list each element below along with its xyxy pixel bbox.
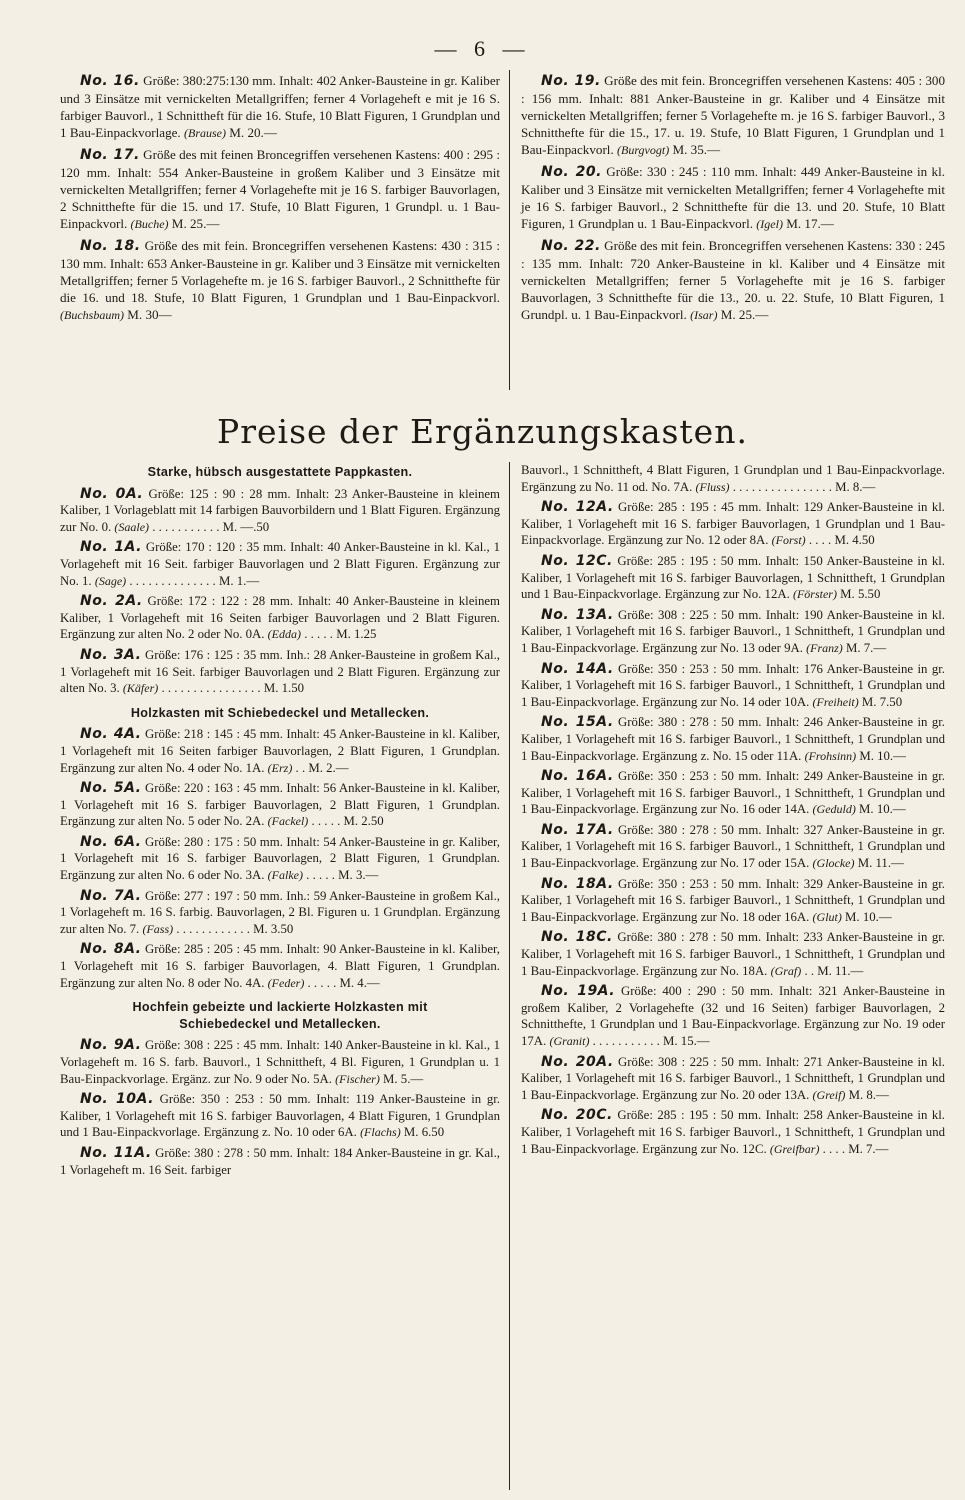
subhead-pappkasten: Starke, hübsch ausgestattete Pappkasten.: [147, 465, 413, 479]
entry-price: M. 25.—: [717, 307, 769, 322]
catalog-entry: [60, 237, 500, 324]
entry-price: M. 25.—: [168, 216, 220, 231]
entry-text: Größe: 285 : 195 : 50 mm. Inhalt: 150 Anker-Bausteine in kl. Kaliber, 1 Vorlageheft mit 16 S. farbiger Bauvorlagen, 1 Schnittheft, 1 Grundplan und 1 Bau-Einpackvorlage. Ergänzung zur No. 12A.: [521, 553, 946, 602]
entry-number: No. 8A.: [80, 941, 142, 958]
entry-number: No. 3A.: [80, 646, 142, 663]
entry-number: No. 20C.: [541, 1107, 613, 1124]
entry-price: . . . . . . . . . . . . M. 3.50: [173, 921, 294, 936]
entry-number: No. 20A.: [541, 1053, 614, 1070]
entry-codename: (Förster): [792, 587, 837, 602]
entry-number: No. 1A.: [80, 539, 142, 556]
subhead-hochfein: Hochfein gebeizte und lackierte Holzkasten mit Schiebedeckel und Metallecken.: [132, 1000, 428, 1031]
entry-codename: (Fass): [142, 921, 174, 936]
entry-text: Größe des mit feinen Broncegriffen versehenen Kastens: 400 : 295 : 120 mm. Inhalt: 554 Anker-Bausteine in großem Kaliber und 3 Einsätze mit vernickelten Metallgriffen; ferner 4 Vorlagehefte mit je 16 S. farbiger Bauvorlagen, 2 Schnitthefte für die 15. und 17. Stufe, 10 Blatt Figuren, 1 Grundpl. u. 1 Bau-Einpackvorl.: [60, 147, 500, 231]
entry-price: . . . . . M. 3.—: [302, 868, 379, 883]
catalog-entry: [521, 822, 945, 872]
entry-price: . . . . . . . . . . . . . . . . M. 1.50: [158, 681, 304, 696]
entry-text: Größe: 380 : 278 : 50 mm. Inhalt: 233 Anker-Bausteine in gr. Kaliber, 1 Vorlageheft mit 16 S. farbiger Bauvorl., 1 Schnittheft, 1 Grundplan und 1 Bau-Einpackvorlage. Ergänzung zur No. 18A.: [521, 930, 946, 978]
entry-price: M. 7.50: [858, 694, 903, 709]
entry-number: No. 20.: [541, 164, 602, 180]
entry-text: Größe: 380:275:130 mm. Inhalt: 402 Anker-Bausteine in gr. Kaliber und 3 Einsätze mit vernickelten Metallgriffen; ferner 4 Vorlageheft e mit je 16 S. farbiger Bauvorl., 1 Schnittheft für die 16. Stufe, 10 Blatt Figuren, 1 Grundplan und 1 Bau-Einpackvorlage.: [60, 73, 501, 140]
entry-codename: (Igel): [756, 217, 783, 231]
entry-text: Größe: 330 : 245 : 110 mm. Inhalt: 449 Anker-Bausteine in kl. Kaliber und 3 Einsätze mit vernickelten Metallgriffen; ferner 4 Vorlagehefte mit je 16 S. farbiger Bauvorl., 2 Schnitthefte für die 13. und 20. Stufe, 10 Blatt Figuren, 1 Grundplan u. 1 Bau-Einpackvorl.: [521, 164, 945, 231]
entry-text: Größe: 380 : 278 : 50 mm. Inhalt: 327 Anker-Bausteine in gr. Kaliber, 1 Vorlageheft mit 16 S. farbiger Bauvorl., 1 Schnittheft, 1 Grundplan und 1 Bau-Einpackvorlage. Ergänzung zur No. 17 oder 15A.: [521, 822, 945, 871]
entry-codename: (Sage): [94, 573, 127, 588]
catalog-entry: [521, 983, 945, 1049]
entry-number: No. 18.: [80, 238, 141, 254]
entry-codename: (Saale): [114, 519, 150, 534]
catalog-entry: [521, 1107, 945, 1157]
entry-text: Größe: 350 : 253 : 50 mm. Inhalt: 329 Anker-Bausteine in gr. Kaliber, 1 Vorlageheft mit 16 S. farbiger Bauvorl., 1 Schnittheft, 1 Grundplan und 1 Bau-Einpackvorlage. Ergänzung zur No. 18 oder 16A.: [521, 876, 945, 924]
entry-codename: (Brause): [184, 126, 226, 140]
entry-number: No. 4A.: [80, 726, 142, 743]
entry-price: . . M. 11.—: [801, 963, 864, 978]
entry-text: Größe des mit fein. Broncegriffen versehenen Kastens: 430 : 315 : 130 mm. Inhalt: 653 Anker-Bausteine in gr. Kaliber und 3 Einsätze mit vernickelten Metallgriffen; ferner 5 Vorlagehefte m. je 16 S. farbiger Bauvorl., 2 Schnitthefte für die 16. und 18. Stufe, 10 Blatt Figuren, 1 Grundplan und 1 Bau-Einpackvorl.: [60, 238, 500, 305]
entry-codename: (Buche): [130, 217, 169, 231]
entry-text: Größe: 285 : 195 : 45 mm. Inhalt: 129 Anker-Bausteine in kl. Kaliber, 1 Vorlageheft mit 16 S. farbiger Bauvorlagen, 1 Grundplan und 1 Bau-Einpackvorlage. Ergänzung zur No. 12 oder 8A.: [521, 500, 945, 548]
column-divider-bottom: [509, 462, 510, 1490]
entry-price: M. 5.50: [836, 587, 881, 602]
catalog-entry: [521, 714, 945, 764]
entry-text: Größe: 350 : 253 : 50 mm. Inhalt: 249 Anker-Bausteine in gr. Kaliber, 1 Vorlageheft mit 16 S. farbiger Bauvorl., 1 Schnittheft, 1 Grundplan und 1 Bau-Einpackvorlage. Ergänzung zur No. 16 oder 14A.: [521, 769, 945, 817]
entry-number: No. 7A.: [80, 887, 142, 904]
entry-codename: (Forst): [771, 533, 806, 548]
entry-text: Größe: 176 : 125 : 35 mm. Inh.: 28 Anker-Bausteine in großem Kal., 1 Vorlageheft mit 16 Seit. farbiger Bauvorlagen und 2 Blatt Figuren. Ergänzung zur alten No. 3.: [60, 647, 500, 696]
entry-codename: (Erz): [267, 760, 293, 775]
entry-codename: (Franz): [806, 640, 843, 655]
entry-codename: (Feder): [267, 975, 305, 990]
entry-text: Größe: 218 : 145 : 45 mm. Inhalt: 45 Anker-Bausteine in kl. Kaliber, 1 Vorlageheft mit 16 Seiten farbiger Bauvorlagen, 2 Blatt Figuren, 1 Grundplan. Ergänzung zur alten No. 4 oder No. 1A.: [60, 727, 500, 775]
top-left-column: [60, 72, 500, 328]
entries-hochfein: [60, 1037, 500, 1178]
entry-price: M. 8.—: [845, 1087, 889, 1102]
entry-number: No. 2A.: [80, 593, 143, 610]
entry-text: Größe: 380 : 278 : 50 mm. Inhalt: 184 Anker-Bausteine in gr. Kal., 1 Vorlageheft m. 16 Seit. farbiger: [60, 1145, 500, 1177]
entry-text: Größe: 172 : 122 : 28 mm. Inhalt: 40 Anker-Bausteine in kleinem Kaliber, 1 Vorlageheft mit 16 Seiten farbiger Bauvorlagen und 2 Blatt Figuren. Ergänzung zur alten No. 2 oder No. 0A.: [60, 594, 500, 642]
entry-continuation: [521, 462, 945, 495]
entry-price: M. 20.—: [226, 125, 277, 140]
entry-codename: (Freiheit): [812, 694, 859, 709]
catalog-entry: [521, 768, 945, 818]
entry-price: M. 5.—: [379, 1071, 424, 1086]
catalog-entry: [60, 1037, 500, 1087]
entry-text: Größe: 280 : 175 : 50 mm. Inhalt: 54 Anker-Bausteine in gr. Kaliber, 1 Vorlageheft mit 16 S. farbiger Bauvorlagen, 2 Blatt Figuren, 1 Grundplan. Ergänzung zur alten No. 6 oder No. 3A.: [60, 834, 500, 883]
entry-codename: (Edda): [267, 627, 301, 642]
entry-number: No. 18C.: [541, 929, 613, 946]
catalog-entry: [521, 661, 945, 711]
entry-price: . . M. 2.—: [292, 760, 349, 775]
catalog-entry: [60, 593, 500, 643]
entry-price: . . . . . M. 2.50: [308, 814, 384, 829]
bottom-left-column: [60, 462, 500, 1182]
entry-number: No. 5A.: [80, 780, 142, 797]
catalog-entry: [60, 486, 500, 536]
entry-codename: (Falke): [267, 868, 303, 883]
entry-codename: (Graf): [770, 963, 802, 978]
entry-text: Bauvorl., 1 Schnittheft, 4 Blatt Figuren, 1 Grundplan und 1 Bau-Einpackvorlage. Ergänzung zu No. 11 od. No. 7A.: [521, 463, 945, 494]
entry-number: No. 17A.: [541, 821, 614, 838]
bottom-right-column: [521, 462, 945, 1161]
catalog-entry: [60, 539, 500, 589]
entry-price: . . . . . M. 1.25: [301, 627, 377, 642]
entry-codename: (Glocke): [812, 856, 855, 871]
entry-number: No. 10A.: [80, 1091, 154, 1108]
entry-number: No. 19.: [541, 73, 601, 89]
section-title: Preise der Ergänzungskasten.: [217, 412, 748, 451]
entry-text: Größe: 277 : 197 : 50 mm. Inh.: 59 Anker-Bausteine in großem Kal., 1 Vorlageheft m. 16 S. farbig. Bauvorlagen, 2 Bl. Figuren u. 1 Grundplan. Ergänzung zur alten No. 7.: [60, 888, 500, 936]
entry-text: Größe: 125 : 90 : 28 mm. Inhalt: 23 Anker-Bausteine in kleinem Kaliber, 1 Vorlageblatt mit 14 farbigen Bauvorbildern und 1 Blatt Figuren. Ergänzung zur No. 0.: [60, 486, 500, 534]
subhead-holzkasten: Holzkasten mit Schiebedeckel und Metallecken.: [130, 705, 430, 720]
entry-codename: (Frohsinn): [804, 748, 857, 763]
entry-text: Größe des mit fein. Broncegriffen versehenen Kastens: 405 : 300 : 156 mm. Inhalt: 881 Anker-Bausteine in gr. Kaliber und 4 Einsätze mit vernickelten Metallgriffen; ferner 5 Vorlagehefte m. je 16 S. farbiger Bauvorl., 3 Schnitthefte für die 15., 17. u. 19. Stufe, 10 Blatt Figuren, 1 Grundplan und 1 Bau-Einpackvorl.: [521, 73, 946, 157]
entry-codename: (Buchsbaum): [60, 308, 124, 322]
entry-number: No. 17.: [80, 147, 140, 163]
entry-price: . . . . M. 7.—: [819, 1141, 889, 1156]
entry-text: Größe: 380 : 278 : 50 mm. Inhalt: 246 Anker-Bausteine in gr. Kaliber, 1 Vorlageheft mit 16 S. farbiger Bauvorl., 1 Schnittheft, 1 Grundplan und 1 Bau-Einpackvorlage. Ergänzung z. No. 15 oder 11A.: [521, 715, 945, 763]
entry-number: No. 12C.: [541, 552, 613, 569]
entry-codename: (Flachs): [360, 1125, 401, 1140]
entry-price: M. 10.—: [856, 748, 906, 763]
entry-price: M. 11.—: [854, 856, 904, 871]
entry-codename: (Fischer): [335, 1071, 380, 1086]
entry-number: No. 11A.: [80, 1144, 152, 1161]
entry-text: Größe: 308 : 225 : 50 mm. Inhalt: 190 Anker-Bausteine in kl. Kaliber, 1 Vorlageheft mit 16 S. farbiger Bauvorl., 1 Schnittheft, 1 Grundplan und 1 Bau-Einpackvorlage. Ergänzung zur No. 13 oder 9A.: [521, 607, 945, 655]
catalog-entry: [521, 72, 945, 159]
entry-codename: (Fluss): [695, 479, 730, 494]
catalog-entry: [521, 499, 945, 549]
entry-price: . . . . . M. 4.—: [304, 975, 380, 990]
entry-number: No. 0A.: [80, 485, 144, 502]
entry-number: No. 13A.: [541, 606, 614, 623]
entries-right: [521, 499, 945, 1157]
catalog-entry: [60, 1145, 500, 1178]
entry-codename: (Greifbar): [769, 1141, 820, 1156]
catalog-entry: [521, 1054, 945, 1104]
entry-price: M. 7.—: [842, 640, 887, 655]
page-number: — 6 —: [434, 36, 531, 61]
entry-number: No. 9A.: [80, 1037, 142, 1054]
entry-text: Größe: 308 : 225 : 45 mm. Inhalt: 140 Anker-Bausteine in kl. Kal., 1 Vorlageheft m. 16 S. farb. Bauvorl., 1 Schnittheft, 4 Bl. Figuren, 1 Grundplan u. 1 Bau-Einpackvorlage. Ergänz. zur No. 9 oder No. 5A.: [60, 1038, 501, 1086]
entry-text: Größe: 350 : 253 : 50 mm. Inhalt: 119 Anker-Bausteine in gr. Kaliber, 1 Vorlageheft mit 16 S. farbiger Bauvorlagen, 4 Blatt Figuren, 1 Grundplan und 1 Bau-Einpackvorlage. Ergänzung z. No. 10 oder 6A.: [60, 1092, 500, 1140]
entry-codename: (Greif): [812, 1087, 846, 1102]
entry-price: M. 6.50: [400, 1125, 445, 1140]
catalog-entry: [60, 888, 500, 938]
entry-text: Größe des mit fein. Broncegriffen versehenen Kastens: 330 : 245 : 135 mm. Inhalt: 720 Anker-Bausteine in kl. Kaliber und 4 Einsätze mit vernickelten Metallgriffen; ferner 5 Vorlagehefte mit je 16 S. farbiger Bauvorlagen, 3 Schnitthefte für die 13., 20. u. 22. Stufe, 10 Blatt Figuren, 1 Grundpl. u. 1 Bau-Einpackvorl.: [521, 238, 946, 322]
entry-number: No. 22.: [541, 238, 601, 254]
entry-codename: (Isar): [690, 308, 718, 322]
catalog-entry: [60, 72, 500, 142]
entry-text: Größe: 350 : 253 : 50 mm. Inhalt: 176 Anker-Bausteine in gr. Kaliber, 1 Vorlageheft mit 16 S. farbiger Bauvorl., 1 Schnittheft, 1 Grundplan und 1 Bau-Einpackvorlage. Ergänzung zur No. 14 oder 10A.: [521, 661, 945, 709]
entry-number: No. 16.: [80, 73, 140, 89]
catalog-entry: [521, 607, 945, 657]
entry-price: M. 10.—: [855, 802, 906, 817]
entry-price: . . . . . . . . . . . . . . M. 1.—: [126, 573, 260, 588]
catalog-entry: [60, 647, 500, 697]
catalog-entry: [521, 163, 945, 233]
entry-number: No. 19A.: [541, 983, 616, 1000]
catalog-entry: [521, 929, 945, 979]
top-right-column: [521, 72, 945, 328]
catalog-entry: [60, 726, 500, 776]
catalog-entry: [521, 553, 945, 603]
catalog-entry: [60, 834, 500, 884]
entry-number: No. 18A.: [541, 875, 614, 892]
entry-price: M. 17.—: [782, 216, 834, 231]
entry-price: . . . . . . . . . . . . . . . . M. 8.—: [729, 479, 876, 494]
entry-price: M. 35.—: [669, 142, 721, 157]
entry-number: No. 14A.: [541, 660, 614, 677]
entry-codename: (Glut): [812, 909, 842, 924]
entry-price: M. 10.—: [841, 909, 892, 924]
entry-codename: (Fackel): [267, 814, 309, 829]
entry-codename: (Burgvogt): [617, 143, 670, 157]
entry-price: . . . . . . . . . . . M. 15.—: [589, 1034, 710, 1048]
catalog-entry: [60, 146, 500, 233]
entry-price: . . . . . . . . . . . M. —.50: [149, 519, 270, 534]
catalog-entry: [60, 941, 500, 991]
entry-number: No. 15A.: [541, 714, 614, 731]
entry-text: Größe: 308 : 225 : 50 mm. Inhalt: 271 Anker-Bausteine in kl. Kaliber, 1 Vorlageheft mit 16 S. farbiger Bauvorl., 1 Schnittheft, 1 Grundplan und 1 Bau-Einpackvorlage. Ergänzung zur No. 20 oder 13A.: [521, 1054, 945, 1102]
entry-price: M. 30—: [123, 307, 172, 322]
entry-text: Größe: 285 : 195 : 50 mm. Inhalt: 258 Anker-Bausteine in kl. Kaliber, 1 Vorlageheft mit 16 S. farbiger Bauvorl., 1 Schnittheft, 1 Grundplan und 1 Bau-Einpackvorlage. Ergänzung zur No. 12C.: [521, 1108, 946, 1156]
entry-text: Größe: 400 : 290 : 50 mm. Inhalt: 321 Anker-Bausteine in großem Kaliber, 2 Vorlagehefte (32 und 16 Seiten) farbiger Bauvorlagen, 2 Schnitthefte, 1 Grundplan und 1 Bau-Einpackvorlage. Ergänzung zur No. 19 oder 17A.: [521, 984, 945, 1048]
entry-number: No. 6A.: [80, 833, 142, 850]
entry-text: Größe: 170 : 120 : 35 mm. Inhalt: 40 Anker-Bausteine in kl. Kal., 1 Vorlageheft mit 16 Seit. farbiger Bauvorlagen und 2 Blatt Figuren. Ergänzung zur No. 1.: [60, 540, 500, 588]
catalog-entry: [60, 780, 500, 830]
entries-holzkasten: [60, 726, 500, 991]
catalog-entry: [521, 237, 945, 324]
entry-text: Größe: 220 : 163 : 45 mm. Inhalt: 56 Anker-Bausteine in kl. Kaliber, 1 Vorlageheft mit 16 S. farbiger Bauvorlagen, 2 Blatt Figuren, 1 Grundplan. Ergänzung zur alten No. 5 oder No. 2A.: [60, 781, 500, 829]
entry-codename: (Käfer): [122, 681, 159, 696]
column-divider-top: [509, 70, 510, 390]
entry-text: Größe: 285 : 205 : 45 mm. Inhalt: 90 Anker-Bausteine in kl. Kaliber, 1 Vorlageheft mit 16 S. farbiger Bauvorlagen, 4. Blatt Figuren, 1 Grundplan. Ergänzung zur alten No. 8 oder No. 4A.: [60, 942, 500, 990]
catalog-entry: [60, 1091, 500, 1141]
entries-pappkasten: [60, 486, 500, 697]
entry-price: . . . . M. 4.50: [805, 533, 875, 548]
entry-number: No. 16A.: [541, 768, 614, 785]
entry-number: No. 12A.: [541, 499, 614, 516]
entry-codename: (Geduld): [812, 802, 856, 817]
entry-codename: (Granit): [549, 1034, 590, 1048]
catalog-entry: [521, 876, 945, 926]
